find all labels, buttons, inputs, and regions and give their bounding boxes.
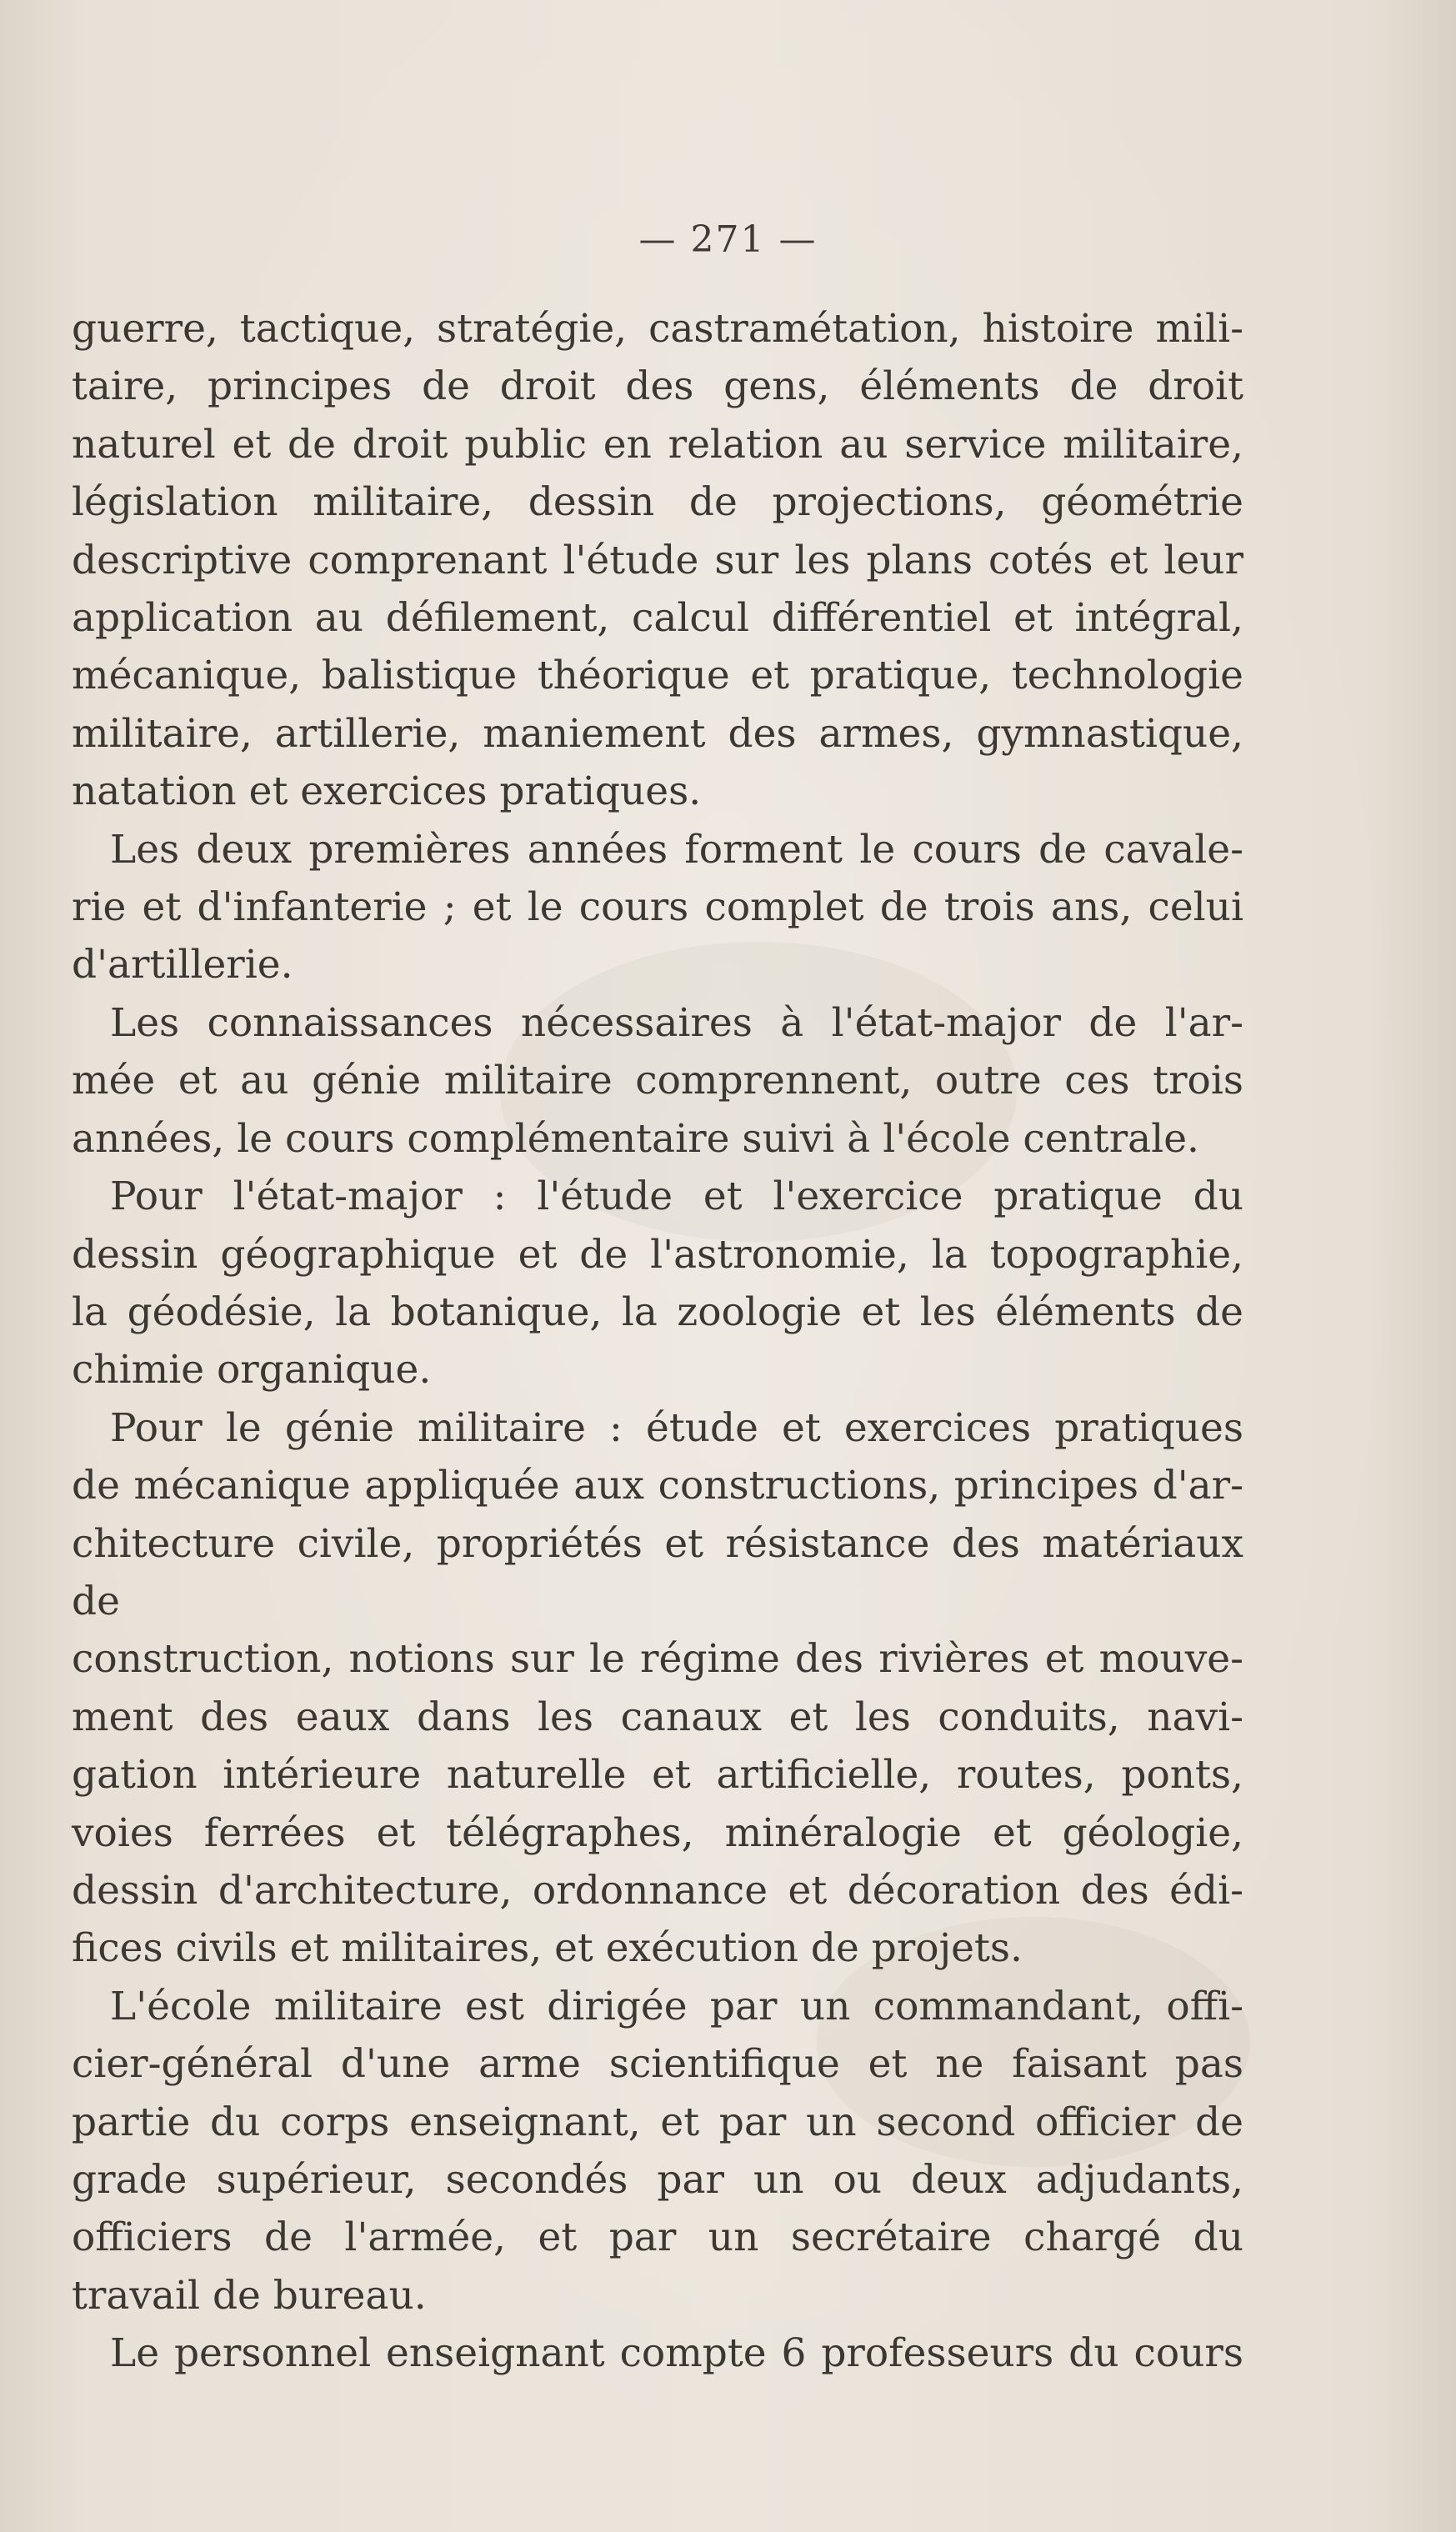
text-line: fices civils et militaires, et exécution de projets.	[72, 1925, 1023, 1972]
text-line: chitecture civile, propriétés et résistance des matériaux de	[72, 1520, 1243, 1624]
text-line: d'artillerie.	[72, 942, 293, 988]
page-number: — 271 —	[638, 218, 818, 261]
text-line: naturel et de droit public en relation au service militaire,	[72, 421, 1243, 468]
text-line: partie du corps enseignant, et par un second officier de	[72, 2099, 1243, 2145]
text-line: voies ferrées et télégraphes, minéralogie et géologie,	[72, 1809, 1243, 1856]
text-line: grade supérieur, secondés par un ou deux adjudants,	[72, 2157, 1243, 2203]
text-line: la géodésie, la botanique, la zoologie et les éléments de	[72, 1289, 1243, 1335]
text-line: de mécanique appliquée aux constructions, principes d'ar-	[72, 1463, 1243, 1509]
text-line: Pour le génie militaire : étude et exercices pratiques	[110, 1404, 1243, 1451]
text-line: taire, principes de droit des gens, éléments de droit	[72, 363, 1243, 410]
text-line: Pour l'état-major : l'étude et l'exercice pratique du	[110, 1173, 1243, 1220]
text-line: mée et au génie militaire comprennent, outre ces trois	[72, 1058, 1243, 1104]
body-text	[72, 300, 1243, 2383]
text-line: législation militaire, dessin de projections, géométrie	[72, 479, 1243, 526]
text-line: officiers de l'armée, et par un secrétaire chargé du	[72, 2214, 1243, 2261]
text-line: militaire, artillerie, maniement des armes, gymnastique,	[72, 710, 1243, 757]
text-line: dessin d'architecture, ordonnance et décoration des édi-	[72, 1867, 1243, 1914]
text-line: ment des eaux dans les canaux et les conduits, navi-	[72, 1694, 1243, 1740]
text-line: mécanique, balistique théorique et pratique, technologie	[72, 653, 1243, 699]
text-line: gation intérieure naturelle et artificielle, routes, ponts,	[72, 1752, 1243, 1799]
text-line: application au défilement, calcul différentiel et intégral,	[72, 595, 1243, 642]
text-line: travail de bureau.	[72, 2272, 427, 2319]
text-line: Les deux premières années forment le cours de cavale-	[110, 826, 1243, 873]
text-line: Les connaissances nécessaires à l'état-major de l'ar-	[110, 999, 1243, 1046]
text-line: construction, notions sur le régime des rivières et mouve-	[72, 1636, 1243, 1683]
text-line: Le personnel enseignant compte 6 professeurs du cours	[110, 2330, 1243, 2377]
text-line: cier-général d'une arme scientifique et ne faisant pas	[72, 2041, 1243, 2088]
text-line: descriptive comprenant l'étude sur les plans cotés et leur	[72, 537, 1243, 583]
text-line: rie et d'infanterie ; et le cours complet de trois ans, celui	[72, 884, 1243, 931]
text-line: années, le cours complémentaire suivi à l'école centrale.	[72, 1115, 1199, 1162]
text-line: dessin géographique et de l'astronomie, la topographie,	[72, 1231, 1243, 1278]
text-line: natation et exercices pratiques.	[72, 768, 702, 815]
text-line: L'école militaire est dirigée par un commandant, offi-	[110, 1983, 1243, 2029]
text-line: chimie organique.	[72, 1347, 432, 1394]
text-line: guerre, tactique, stratégie, castramétation, histoire mili-	[72, 306, 1243, 352]
